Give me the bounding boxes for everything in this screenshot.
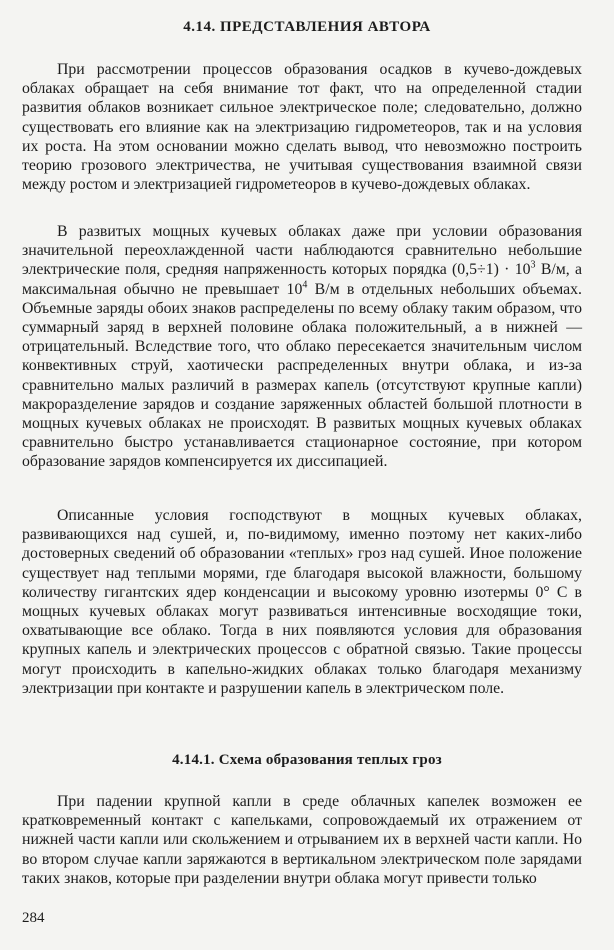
exponent-2: 4 xyxy=(302,279,308,291)
exponent-1: 3 xyxy=(530,260,536,272)
subsection-title: 4.14.1. Схема образования теплых гроз xyxy=(172,752,442,768)
paragraph-2 xyxy=(22,222,582,472)
paragraph-4-text: При падении крупной капли в среде облачных капелек возможен ее кратковременный контакт с капельками, сопровождаемый их отражением от нижней части капли или скольжением и отрыванием их в верхней части капли. Но во втором случае капли заряжаются в вертикальном электрическом поле зарядами таких знаков, которые при разделении внутри облака могут привести только xyxy=(22,793,582,887)
paragraph-3 xyxy=(22,506,582,698)
paragraph-4 xyxy=(22,792,582,888)
paragraph-2-part-a: В развитых мощных кучевых облаках даже при условии образования значительной переохлажденной части наблюдаются сравнительно небольшие электрические поля, средняя напряженность которых порядка (0,5÷1) · 10 xyxy=(22,223,582,279)
paragraph-1 xyxy=(22,60,582,194)
paragraph-2-part-c: В/м в отдельных небольших объемах. Объемные заряды обоих знаков распределены по всему облаку таким образом, что суммарный заряд в верхней половине облака положительный, а в нижней — отрицательный. Вследствие того, что облако пересекается значительным числом конвективных струй, хаотически распределенных внутри облака, и из-за сравнительно малых различий в размерах капель (отсутствуют крупные капли) макроразделение зарядов и создание заряженных областей большой плотности в мощных кучевых облаках не происходят. В развитых мощных кучевых облаках сравнительно быстро устанавливается стационарное состояние, при котором образование зарядов компенсируется их диссипацией. xyxy=(22,280,583,471)
page-number: 284 xyxy=(22,910,45,926)
section-title: 4.14. ПРЕДСТАВЛЕНИЯ АВТОРА xyxy=(183,19,431,35)
paragraph-2-text xyxy=(22,222,582,472)
paragraph-3-text: Описанные условия господствуют в мощных кучевых облаках, развивающихся над сушей, и, по-видимому, именно поэтому нет каких-либо достоверных сведений об образовании «теплых» гроз над сушей. Иное положение существует над теплыми морями, где благодаря высокой влажности, большому количеству гигантских ядер конденсации и высокому уровню изотермы 0° С в мощных кучевых облаках могут развиваться интенсивные восходящие токи, охватывающие все облако. Тогда в них появляются условия для образования крупных капель и электрических процессов с обратной связью. Такие процессы могут происходить в капельно-жидких облаках только благодаря механизму электризации при контакте и разрушении капель в электрическом поле. xyxy=(22,507,582,697)
paragraph-1-text: При рассмотрении процессов образования осадков в кучево-дождевых облаках обращает на себя внимание тот факт, что на определенной стадии развития облаков возникает сильное электрическое поле; следовательно, должно существовать его влияние как на электризацию гидрометеоров, так и на условия их роста. На этом основании можно сделать вывод, что невозможно построить теорию грозового электричества, не учитывая существования взаимной связи между ростом и электризацией гидрометеоров в кучево-дождевых облаках. xyxy=(22,61,582,194)
paragraph-2-part-b: В/м, а максимальная обычно не превышает 10 xyxy=(22,261,583,298)
